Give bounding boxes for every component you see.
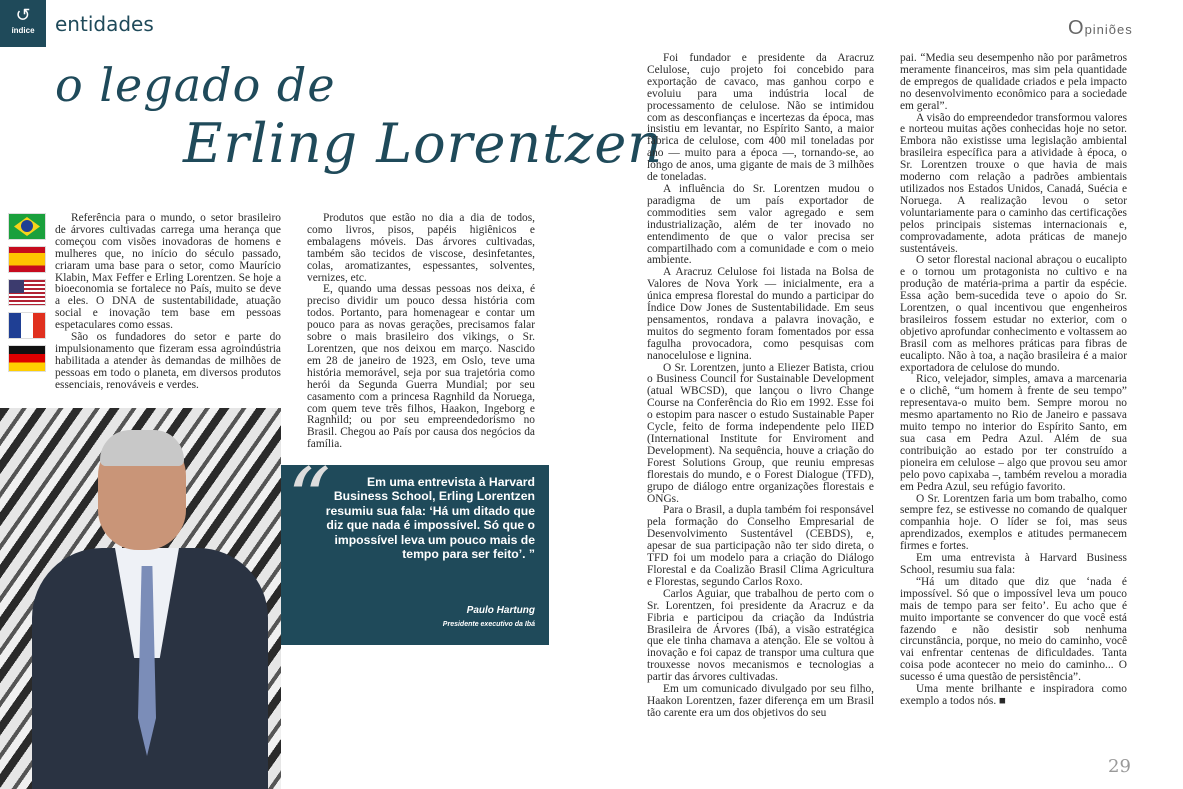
pull-quote (281, 450, 549, 645)
flag-germany-icon[interactable] (8, 345, 46, 372)
paragraph: São os fundadores do setor e parte do impulsionamento que fizeram essa agroindústria habilitada a atender às demandas de milhões de pessoas em todo o planeta, em diversos produtos essenciais, renováveis e verdes. (55, 331, 281, 391)
headline-line-1: o legado de (55, 58, 336, 112)
flag-spain-icon[interactable] (8, 246, 46, 273)
article-column-2 (307, 213, 535, 451)
quote-text: Em uma entrevista à Harvard Business School, Erling Lorentzen resumiu sua fala: ‘Há um ditado que diz que nada é impossível. Só que o impossível leva um pouco mais de tempo para ser feito’. ” (325, 475, 535, 562)
section-title: entidades (55, 12, 154, 36)
language-flags (8, 213, 48, 378)
flag-usa-icon[interactable] (8, 279, 46, 306)
return-icon: ↺ (15, 5, 31, 25)
photo-hair (100, 430, 184, 466)
paragraph: Em uma entrevista à Harvard Business School, resumiu sua fala: (900, 552, 1127, 576)
headline-line-2: Erling Lorentzen (183, 112, 664, 175)
paragraph: Produtos que estão no dia a dia de todos, como livros, pisos, papéis higiênicos e embalagens móveis. Das árvores cultivadas, também são tecidos de viscose, desinfetantes, colas, aromatizantes, espessantes, solventes, vernizes, etc. (307, 212, 535, 284)
paragraph: A Aracruz Celulose foi listada na Bolsa de Valores de Nova York — inicialmente, era a única empresa florestal do mundo a participar do Índice Dow Jones de Sustentabilidade. Em seus pensamentos, rondava a palavra inovação, e muitos do segmento foram fomentados por essa fagulha provocadora, como pesquisas com nanocelulose e lignina. (647, 266, 874, 362)
article-column-3 (647, 53, 874, 720)
paragraph: O setor florestal nacional abraçou o eucalipto e o tornou um protagonista no cultivo e na produção de matéria-prima a partir da espécie. Essa ação bem-sucedida teve o apoio do Sr. Lorentzen, o qual incentivou que engenheiros brasileiros fossem estudar no exterior, com o objetivo aprofundar conhecimento e voltassem ao Brasil com as melhores práticas para fibras de eucalipto. Não à toa, a nação brasileira é a maior exportadora de celulose do mundo. (900, 254, 1127, 374)
quote-marks-icon: “ (287, 450, 331, 550)
flag-france-icon[interactable] (8, 312, 46, 339)
paragraph: Foi fundador e presidente da Aracruz Celulose, cujo projeto foi concebido para exportação de cavaco, mas ganhou corpo e evoluiu para uma indústria local de processamento de celulose. Não se intimidou com as desconfianças e incertezas da época, mas insistiu em levantar, no Espírito Santo, a maior fábrica de celulose, com 400 mil toneladas por ano — muito para a época —, tornando-se, ao longo de anos, uma gigante de mais de 3 milhões de toneladas. (647, 52, 874, 184)
paragraph: A influência do Sr. Lorentzen mudou o paradigma de um país exportador de commodities sem valor agregado e sem industrialização, além de ter inovado no entendimento de que o valor precisa ser compartilhado com a comunidade e com o meio ambiente. (647, 182, 874, 267)
paragraph: A visão do empreendedor transformou valores e norteou muitas ações conhecidas hoje no setor. Embora não existisse uma legislação ambiental brasileira específica para a atividade à época, o Sr. Lorentzen trouxe o que havia de mais moderno com relação a padrões ambientais utilizados nos Estados Unidos, Canadá, Suécia e Noruega. A realização levou o setor voluntariamente para o caminho das certificações pelos principais sistemas internacionais e, comprovadamente, adota práticas de manejo sustentáveis. (900, 111, 1127, 255)
article-column-1 (55, 213, 281, 392)
opinioes-rest: piniões (1084, 22, 1133, 37)
paragraph: “Há um ditado que diz que ‘nada é impossível. Só que o impossível leva um pouco mais de tempo para ser feito’. Eu acho que é muito importante se convencer do que você está fazendo e não desistir sob nenhuma circunstância, porque, no meio do caminho, você vai enfrentar centenas de dificuldades. Tanta coisa pode acontecer no meio do caminho... O sucesso é uma questão de persistência”. (900, 575, 1127, 684)
flag-brazil-icon[interactable] (8, 213, 46, 240)
paragraph: Carlos Aguiar, que trabalhou de perto com o Sr. Lorentzen, foi presidente da Aracruz e da Fibria e participou da criação da Indústria Brasileira de Árvores (Ibá), a visão estratégica que ele tinha chamava a atenção. Ele se voltou à inovação e foi capaz de transpor uma cultura que trouxesse novos mecanismos e tecnologias a partir das árvores cultivadas. (647, 587, 874, 684)
paragraph: Rico, velejador, simples, amava a marcenaria e o clichê, “um homem à frente de seu tempo” representava-o muito bem. Sempre morou no mesmo apartamento no Rio de Janeiro e passava muito tempo no interior do Espírito Santo, em sua casa em Pedra Azul. Além de sua contribuição ao estado por ter construído a pioneira em celulose – algo que provou seu amor pelo povo capixaba –, também revelou a moradia em Pedra Azul, seu refúgio favorito. (900, 373, 1127, 493)
article-column-4 (900, 53, 1127, 708)
quote-author: Paulo Hartung (466, 605, 535, 616)
index-label: índice (11, 26, 35, 35)
paragraph: pai. “Media seu desempenho não por parâmetros meramente financeiros, mas sim pela quantidade de empregos de qualidade criados e pela impacto no desenvolvimento econômico para a sociedade em geral”. (900, 52, 1127, 112)
paragraph: Referência para o mundo, o setor brasileiro de árvores cultivadas carrega uma herança que começou com visões inovadoras de homens e mulheres que, no início do século passado, criaram uma base para o setor, como Maurício Klabin, Max Feffer e Erling Lorentzen. Se hoje a bioeconomia se fortalece no País, muito se deve a eles. O DNA de sustentabilidade, atuação social e inovação tem base em pessoas espetaculares como essas. (55, 212, 281, 332)
quote-role: Presidente executivo da Ibá (442, 621, 535, 628)
portrait-photo (0, 408, 281, 789)
section-opinioes (1068, 17, 1133, 40)
paragraph: E, quando uma dessas pessoas nos deixa, é preciso dividir um pouco dessa história com todos. Portanto, para homenagear e contar um pouco para as novas gerações, precisamos falar sobre o mais brasileiro dos vikings, o Sr. Lorentzen, que nos deixou em março. Nascido em 28 de janeiro de 1923, em Oslo, teve uma história memorável, seja por sua trajetória como herói da Segunda Guerra Mundial; por seu casamento com a princesa Ragnhild da Noruega, com quem teve três filhos, Haakon, Ingeborg e Ragnhild; ou por seu empreendedorismo no Brasil. Chegou ao País por causa dos negócios da família. (307, 283, 535, 451)
index-button[interactable] (0, 0, 46, 47)
paragraph: Em um comunicado divulgado por seu filho, Haakon Lorentzen, fazer diferença em um Brasil tão carente era um dos objetivos do seu (647, 683, 874, 719)
opinioes-initial: O (1068, 17, 1085, 39)
paragraph: O Sr. Lorentzen faria um bom trabalho, como sempre fez, se estivesse no comando de qualquer companhia hoje. O líder se foi, mas seus aprendizados, exemplos e atitudes permanecem firmes e fortes. (900, 492, 1127, 553)
page-number: 29 (1108, 756, 1131, 777)
paragraph: Uma mente brilhante e inspiradora como exemplo a todos nós. ■ (900, 683, 1127, 707)
paragraph: O Sr. Lorentzen, junto a Eliezer Batista, criou o Business Council for Sustainable Development (atual WBCSD), que lançou o livro Change Course na Conferência do Rio em 1992. Esse foi o estopim para nascer o estudo Sustainable Paper Cycle, feito de forma independente pelo IIED (International Institute for Enviroment and Development). Na sequência, houve a criação do Forest Solutions Group, que reuniu empresas florestais do mundo, e o Forest Dialogue (TFD), grupo de diálogo entre organizações florestais e ONGs. (647, 361, 874, 505)
paragraph: Para o Brasil, a dupla também foi responsável pela formação do Conselho Empresarial de Desenvolvimento Sustentável (CEBDS), e, apesar de sua participação não ter sido direta, o TFD foi um modelo para a criação do Diálogo Florestal e da Coalizão Brasil Clima Agricultura e Florestas, segundo Carlos Roxo. (647, 504, 874, 588)
